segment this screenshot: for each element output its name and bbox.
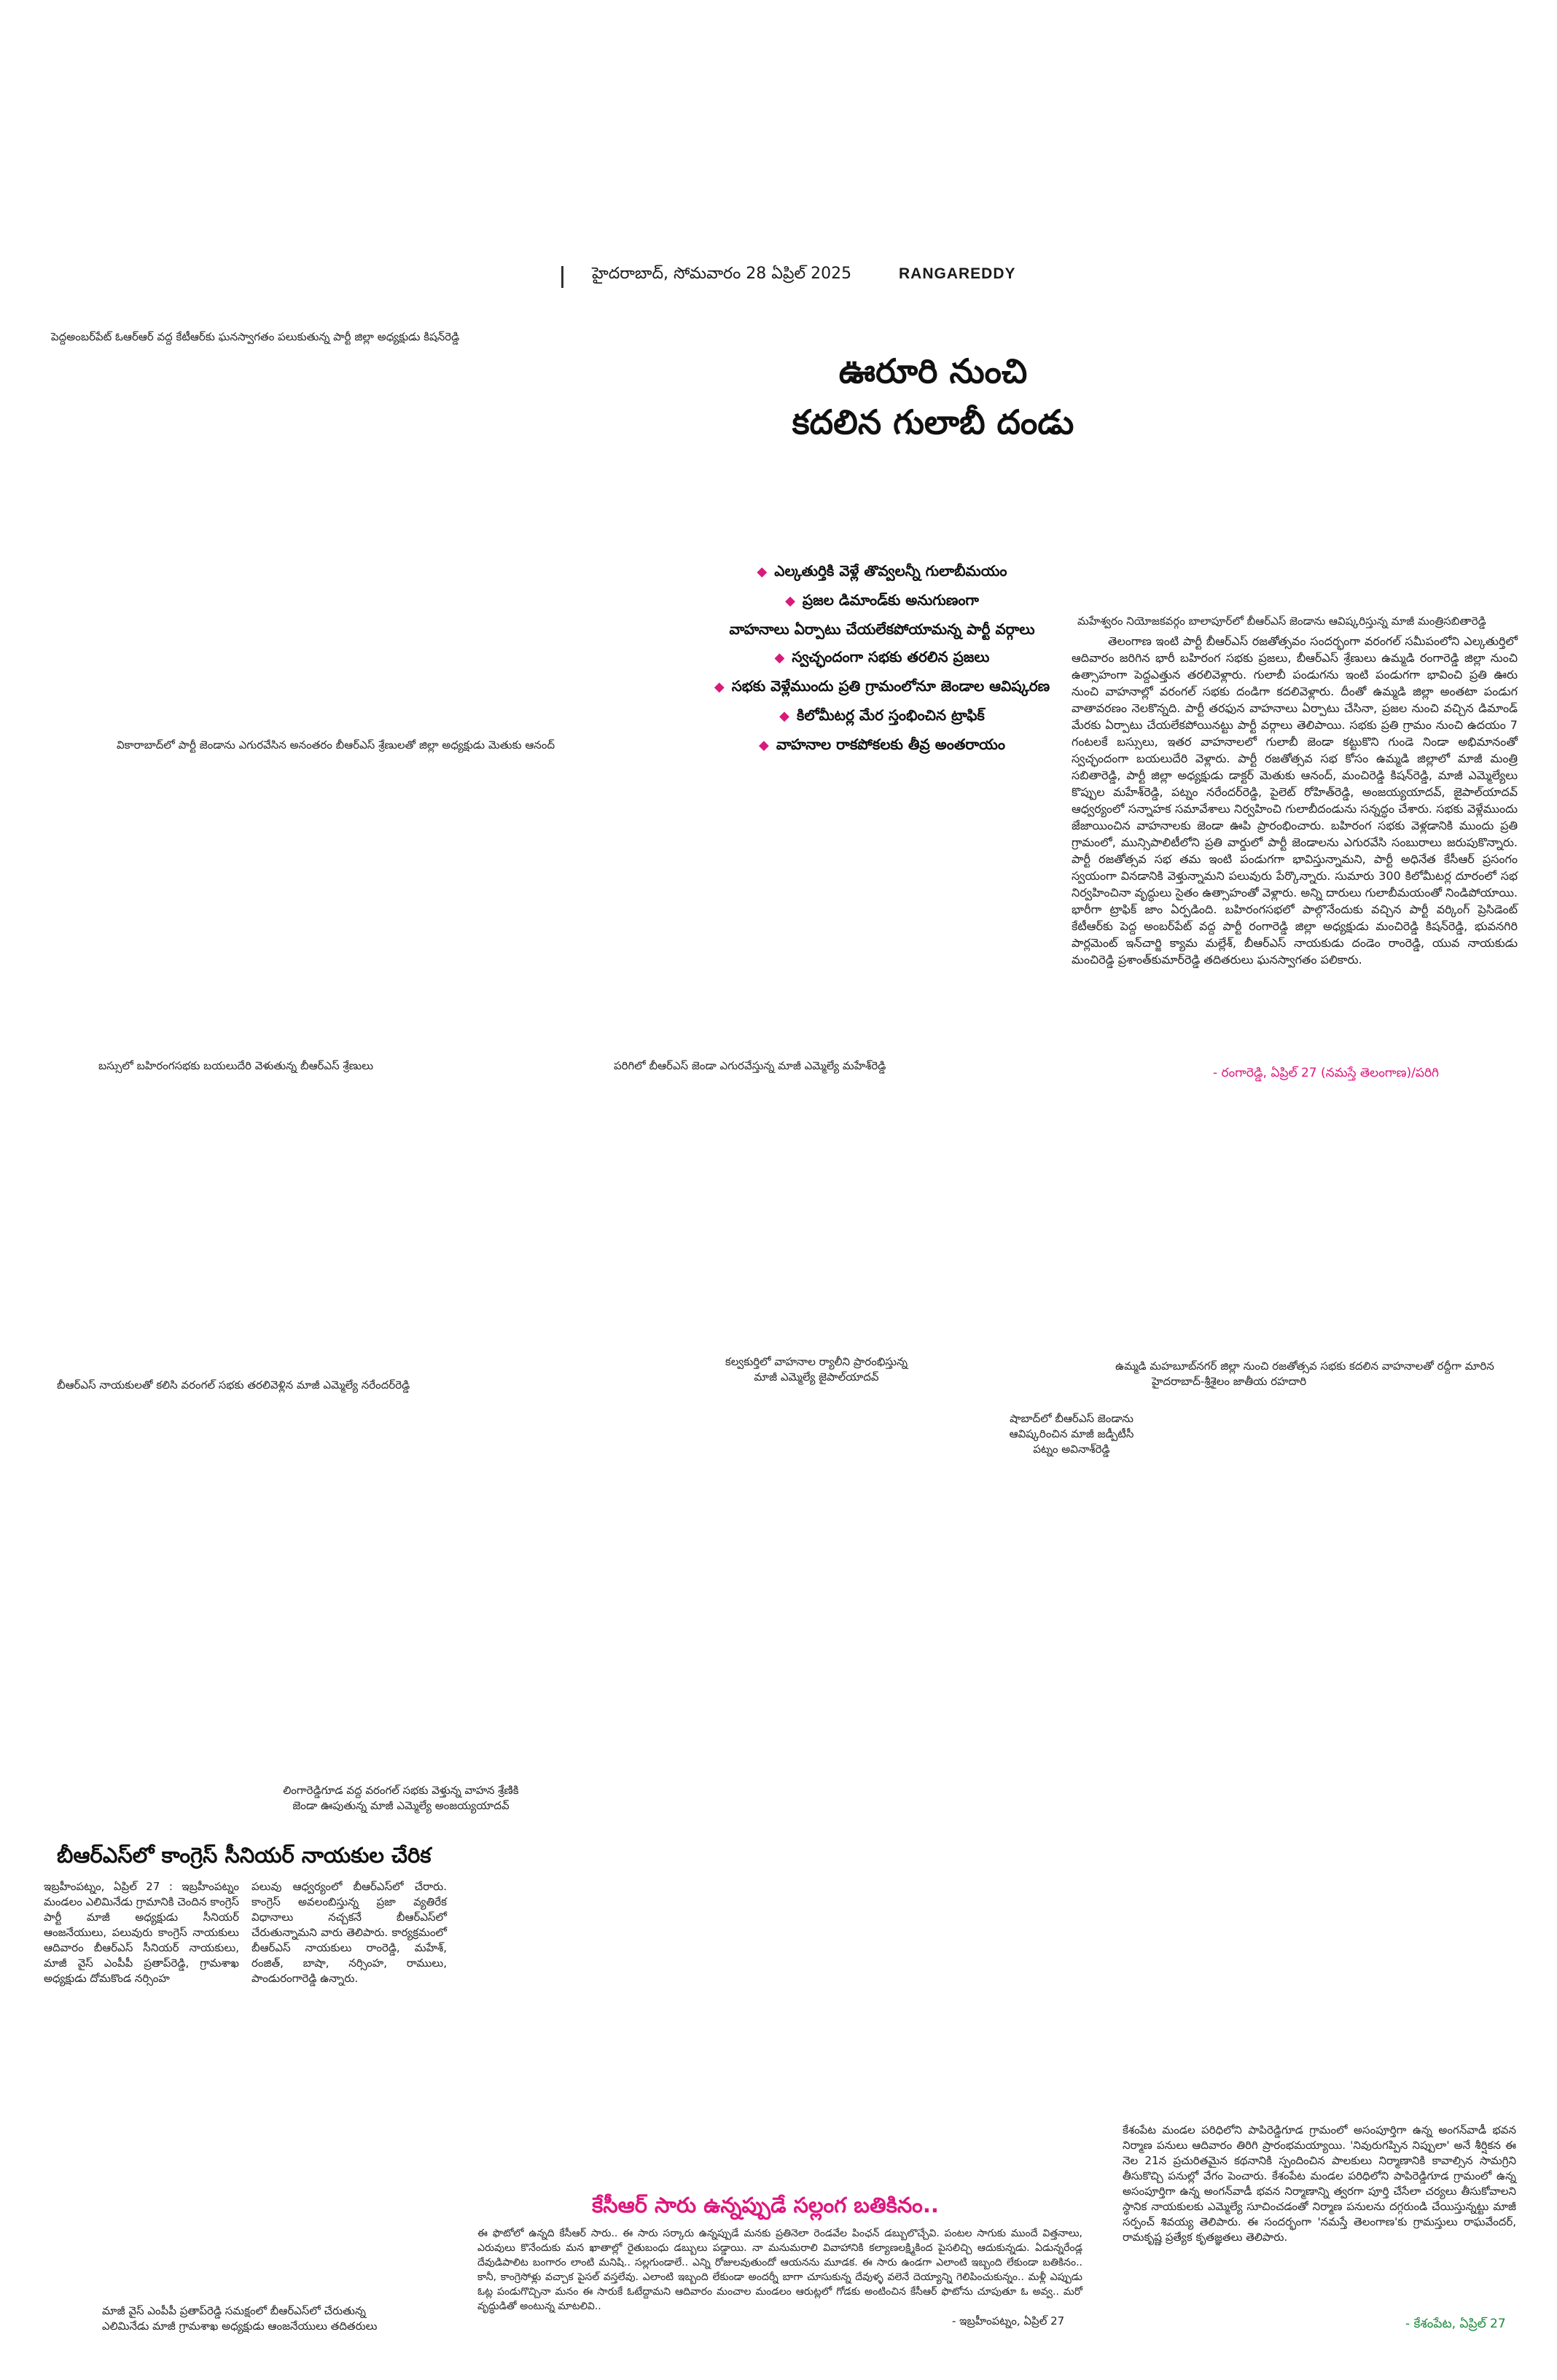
photo-caption-10: మాజీ వైస్ ఎంపీపీ ప్రతాప్‌రెడ్డి సమక్షంలో బీఆర్‌ఎస్‌లో చేరుతున్న ఎలిమినేడు మాజీ గ్రామశాఖ అధ్యక్షుడు ఆంజనేయులు తదితరులు — [102, 2304, 378, 2333]
story2-headline: బీఆర్‌ఎస్‌లో కాంగ్రెస్ సీనియర్ నాయకుల చేరిక — [57, 1843, 432, 1868]
photo-caption-5: బీఆర్‌ఎస్ నాయకులతో కలిసి వరంగల్ సభకు తరలివెళ్లిన మాజీ ఎమ్మెల్యే నరేందర్‌రెడ్డి — [57, 1378, 410, 1392]
story4-body: కేశంపేట మండల పరిధిలోని పాపిరెడ్డిగూడ గ్రామంలో అసంపూర్తిగా ఉన్న అంగన్‌వాడీ భవన నిర్మాణ పనులు ఆదివారం తిరిగి ప్రారంభమయ్యాయి. 'నివురుగప్పిన నిప్పులా' అనే శీర్షికన ఈ నెల 21న ప్రచురితమైన కథనానికి స్పందించిన పాలకులు నిర్మాణానికి కావాల్సిన సామగ్రిని తీసుకొచ్చి పనుల్లో వేగం పెంచారు. కేశంపేట మండల పరిధిలోని పాపిరెడ్డిగూడ గ్రామంలో ఉన్న అసంపూర్తిగా ఉన్న అంగన్‌వాడీ భవన నిర్మాణాన్ని త్వరగా పూర్తి చేసేలా చర్యలు తీసుకోవాలని స్థానిక నాయకులకు ఎమ్మెల్యే సూచించడంతో నిర్మాణ పనులను దగ్గరుండి చేయిస్తున్నట్టు మాజీ సర్పంచ్ శివయ్య తెలిపారు. ఈ సందర్భంగా 'నమస్తే తెలంగాణ'కు గ్రామస్తులు రాఘవేందర్, రామకృష్ణ ప్రత్యేక కృతజ్ఞతలు తెలిపారు. — [1123, 2123, 1516, 2244]
masthead-marker — [561, 266, 563, 288]
story2-column-2: పలువు ఆధ్వర్యంలో బీఆర్‌ఎస్‌లో చేరారు. కాంగ్రెస్ అవలంబిస్తున్న ప్రజా వ్యతిరేక విధానాలు నచ్చకనే బీఆర్‌ఎస్‌లో చేరుతున్నామని వారు తెలిపారు. కార్యక్రమంలో బీఆర్‌ఎస్ నాయకులు రాంరెడ్డి, మహేశ్, రంజిత్, బాషా, నర్సింహ, రాములు, పాండురంగారెడ్డి ఉన్నారు. — [251, 1880, 447, 1985]
photo-caption-8: షాబాద్‌లో బీఆర్‌ఎస్ జెండాను ఆవిష్కరించిన మాజీ జడ్పీటీసీ పట్నం అవినాశ్‌రెడ్డి — [1009, 1412, 1134, 1456]
photo-caption-3: బస్సులో బహిరంగసభకు బయలుదేరి వెళుతున్న బీఆర్‌ఎస్ శ్రేణులు — [98, 1059, 374, 1072]
story-highlights — [678, 557, 1086, 760]
photo-caption-7: ఉమ్మడి మహబూబ్‌నగర్ జిల్లా నుంచి రజతోత్సవ సభకు కదలిన వాహనాలతో రద్దీగా మారిన హైదరాబాద్-శ్రీశైలం జాతీయ రహదారి — [1115, 1359, 1494, 1388]
photo-caption-1: పెద్దఅంబర్‌పేట్ ఓఆర్ఆర్ వద్ద కేటీఆర్‌కు ఘనస్వాగతం పలుకుతున్న పార్టీ జిల్లా అధ్యక్షుడు కిషన్‌రెడ్డి — [51, 330, 460, 343]
main-story-body: తెలంగాణ ఇంటి పార్టీ బీఆర్‌ఎస్ రజతోత్సవం సందర్భంగా వరంగల్ సమీపంలోని ఎల్కతుర్తిలో ఆదివారం జరిగిన భారీ బహిరంగ సభకు ప్రజలు, బీఆర్‌ఎస్ శ్రేణులు ఉమ్మడి రంగారెడ్డి జిల్లా నుంచి ఉత్సాహంగా పెద్దఎత్తున తరలివెళ్లారు. గులాబీ పండుగను ఇంటి పండుగగా భావించి ప్రతి ఊరు నుంచి వాహనాల్లో వరంగల్ సభకు దండిగా కదలివెళ్లారు. దీంతో ఉమ్మడి జిల్లా అంతటా పండుగ వాతావరణం నెలకొన్నది. పార్టీ తరఫున వాహనాలు ఏర్పాటు చేసినా, ప్రజల నుంచి వచ్చిన డిమాండ్ మేరకు ఏర్పాటు చేయలేకపోయినట్టు పార్టీ వర్గాలు తెలిపాయి. సభకు ప్రతి గ్రామం నుంచి ఉదయం 7 గంటలకే బస్సులు, ఇతర వాహనాలలో గులాబీ జెండా కట్టుకొని గుండె నిండా అభిమానంతో స్వచ్ఛందంగా బయలుదేరి వెళ్లారు. పార్టీ రజతోత్సవ సభ కోసం ఉమ్మడి జిల్లాలో మాజీ మంత్రి సబితారెడ్డి, పార్టీ జిల్లా అధ్యక్షుడు డాక్టర్ మెతుకు ఆనంద్, మంచిరెడ్డి కిషన్‌రెడ్డి, మాజీ ఎమ్మెల్యేలు కొప్పుల మహేశ్‌రెడ్డి, పట్నం నరేందర్‌రెడ్డి, పైలెట్ రోహిత్‌రెడ్డి, అంజయ్యయాదవ్, జైపాల్‌యాదవ్ ఆధ్వర్యంలో సన్నాహక సమావేశాలు నిర్వహించి గులాబీదండును సన్నద్ధం చేశారు. సభకు వెళ్లేముందు జేజాయించిన వాహనాలకు జెండా ఊపి ప్రారంభించారు. బహిరంగ సభకు వెళ్లడానికి ముందు ప్రతి గ్రామంలో, మున్సిపాలిటీలోని ప్రతి వార్డులో పార్టీ జెండాలను ఎగురవేసి సంబురాలు జరుపుకొన్నారు. పార్టీ రజతోత్సవ సభ తమ ఇంటి పండుగగా భావిస్తున్నామని, పార్టీ అధినేత కేసీఆర్ ప్రసంగం స్వయంగా వినడానికి వెళ్తున్నామని పలువురు పేర్కొన్నారు. సుమారు 300 కిలోమీటర్ల దూరంలో సభ నిర్వహించినా వృద్ధులు సైతం ఉత్సాహంతో వెళ్లారు. అన్ని దారులు గులాబీమయంతో నిండిపోయాయి. భారీగా ట్రాఫిక్ జాం ఏర్పడింది. బహిరంగసభలో పాల్గొనేందుకు వచ్చిన పార్టీ వర్కింగ్ ప్రెసిడెంట్ కేటీఆర్‌కు పెద్ద అంబర్‌పేట్ వద్ద పార్టీ రంగారెడ్డి జిల్లా అధ్యక్షుడు మంచిరెడ్డి కిషన్‌రెడ్డి, భువనగిరి పార్లమెంట్ ఇన్‌చార్జి క్యామ మల్లేశ్, బీఆర్‌ఎస్ నాయకుడు దండెం రాంరెడ్డి, యువ నాయకుడు మంచిరెడ్డి ప్రశాంత్‌కుమార్‌రెడ్డి తదితరులు ఘనస్వాగతం పలికారు. — [1072, 634, 1518, 967]
main-photo-caption: మహేశ్వరం నియోజకవర్గం బాలాపూర్‌లో బీఆర్‌ఎస్ జెండాను ఆవిష్కరిస్తున్న మాజీ మంత్రిసబితారెడ్డి — [1077, 614, 1486, 628]
highlight-item: ◆ ఎల్కతుర్తికి వెళ్లే తొవ్వలన్నీ గులాబీమయం — [757, 562, 1007, 580]
photo-caption-2: వికారాబాద్‌లో పార్టీ జెండాను ఎగురవేసిన అనంతరం బీఆర్‌ఎస్ శ్రేణులతో జిల్లా అధ్యక్షుడు మెతుకు ఆనంద్ — [117, 738, 555, 752]
diamond-bullet-icon: ◆ — [774, 650, 785, 666]
location-date: హైదరాబాద్, సోమవారం 28 ఏప్రిల్ 2025 — [592, 265, 852, 283]
story2-column-1: ఇబ్రహీంపట్నం, ఏప్రిల్ 27 : ఇబ్రహీంపట్నం మండలం ఎలిమినేడు గ్రామానికి చెందిన కాంగ్రెస్ పార్టీ మాజీ అధ్యక్షుడు సీనియర్ ఆంజనేయులు, పలువురు కాంగ్రెస్ నాయకులు ఆదివారం బీఆర్‌ఎస్ సీనియర్ నాయకులు, మాజీ వైస్ ఎంపీపీ ప్రతాప్‌రెడ్డి, గ్రామశాఖ అధ్యక్షుడు దోమకొండ నర్సింహ — [44, 1880, 240, 1985]
highlight-item: ◆ స్వచ్ఛందంగా సభకు తరలిన ప్రజలు — [774, 648, 990, 666]
story3-headline: కేసీఆర్ సారు ఉన్నప్పుడే సల్లంగ బతికినం.. — [592, 2193, 939, 2217]
diamond-bullet-icon: ◆ — [785, 593, 795, 609]
highlight-item: వాహనాలు ఏర్పాటు చేయలేకపోయామన్న పార్టీ వర్గాలు — [729, 620, 1035, 638]
diamond-bullet-icon: ◆ — [758, 738, 769, 753]
section-name: RANGAREDDY — [899, 265, 1016, 282]
diamond-bullet-icon: ◆ — [714, 679, 725, 695]
story4-byline: - కేశంపేట, ఏప్రిల్ 27 — [1405, 2317, 1506, 2331]
main-headline — [729, 346, 1137, 448]
photo-caption-4: పరిగిలో బీఆర్‌ఎస్ జెండా ఎగురవేస్తున్న మాజీ ఎమ్మెల్యే మహేశ్‌రెడ్డి — [614, 1059, 886, 1072]
headline-line-1: ఊరూరి నుంచి — [838, 351, 1028, 391]
photo-caption-9: లింగారెడ్డిగూడ వద్ద వరంగల్ సభకు వెళ్తున్న వాహన శ్రేణికి జెండా ఊపుతున్న మాజీ ఎమ్మెల్యే అంజయ్యయాదవ్ — [283, 1784, 519, 1812]
highlight-item: ◆ ప్రజల డిమాండ్‌కు అనుగుణంగా — [785, 591, 979, 609]
main-story-byline: - రంగారెడ్డి, ఏప్రిల్ 27 (నమస్తే తెలంగాణ)/పరిగి — [1213, 1066, 1439, 1080]
diamond-bullet-icon: ◆ — [779, 709, 789, 724]
highlight-item: ◆ సభకు వెళ్లేముందు ప్రతి గ్రామంలోనూ జెండాల ఆవిష్కరణ — [714, 677, 1050, 695]
highlight-item: ◆ కిలోమీటర్ల మేర స్తంభించిన ట్రాఫిక్ — [779, 706, 985, 724]
headline-line-2: కదలిన గులాబీ దండు — [792, 402, 1074, 442]
highlight-item: ◆ వాహనాల రాకపోకలకు తీవ్ర అంతరాయం — [758, 736, 1006, 753]
story3-body: ఈ ఫొటోలో ఉన్నది కేసీఆర్ సారు.. ఈ సారు సర్కారు ఉన్నప్పుడే మనకు ప్రతినెలా రెండవేల పింఛన్ డబ్బులొచ్చేవి. పంటల సాగుకు ముందే విత్తనాలు, ఎరువులు కొనేందుకు మన ఖాతాల్లో రైతుబంధు డబ్బులు పడ్డాయి. నా మనుమరాలి వివాహానికి కల్యాణలక్ష్మికింద పైసలిచ్చి ఆదుకున్నడు. ఏడున్నరేండ్ల దేవుడిపాలిట బంగారం లాంటి మనిషి.. సల్లగుండాలే.. ఎన్ని రోజులవుతుందో ఆయనను మూడక. ఈ సారు ఉండగా ఎలాంటి ఇబ్బంది లేకుండా బతికినం.. కానీ, కాంగ్రెసోళ్లు వచ్చాక పైసల్ వస్తలేవు. ఎలాంటి ఇబ్బంది లేకుండా అందర్నీ బాగా చూసుకున్న దేవుళ్ళ వలెనే దెయ్యాన్ని గెలిపించుకున్నం.. మళ్లీ ఎప్పుడు ఓట్ల పండుగొచ్చినా మనం ఈ సారుకే ఓటేద్దామని ఆదివారం మంచాల మండలం ఆరుట్లలో గోడకు అంటించిన కేసీఆర్ ఫొటోను చూపుతూ ఓ అవ్వ.. మరో వృద్ధుడితో అంటున్న మాటలివి.. — [477, 2228, 1082, 2312]
story3-byline: - ఇబ్రహీంపట్నం, ఏప్రిల్ 27 — [952, 2314, 1065, 2328]
photo-caption-6: కల్వకుర్తిలో వాహనాల ర్యాలీని ప్రారంభిస్తున్న మాజీ ఎమ్మెల్యే జైపాల్‌యాదవ్ — [725, 1355, 908, 1384]
diamond-bullet-icon: ◆ — [757, 564, 768, 580]
